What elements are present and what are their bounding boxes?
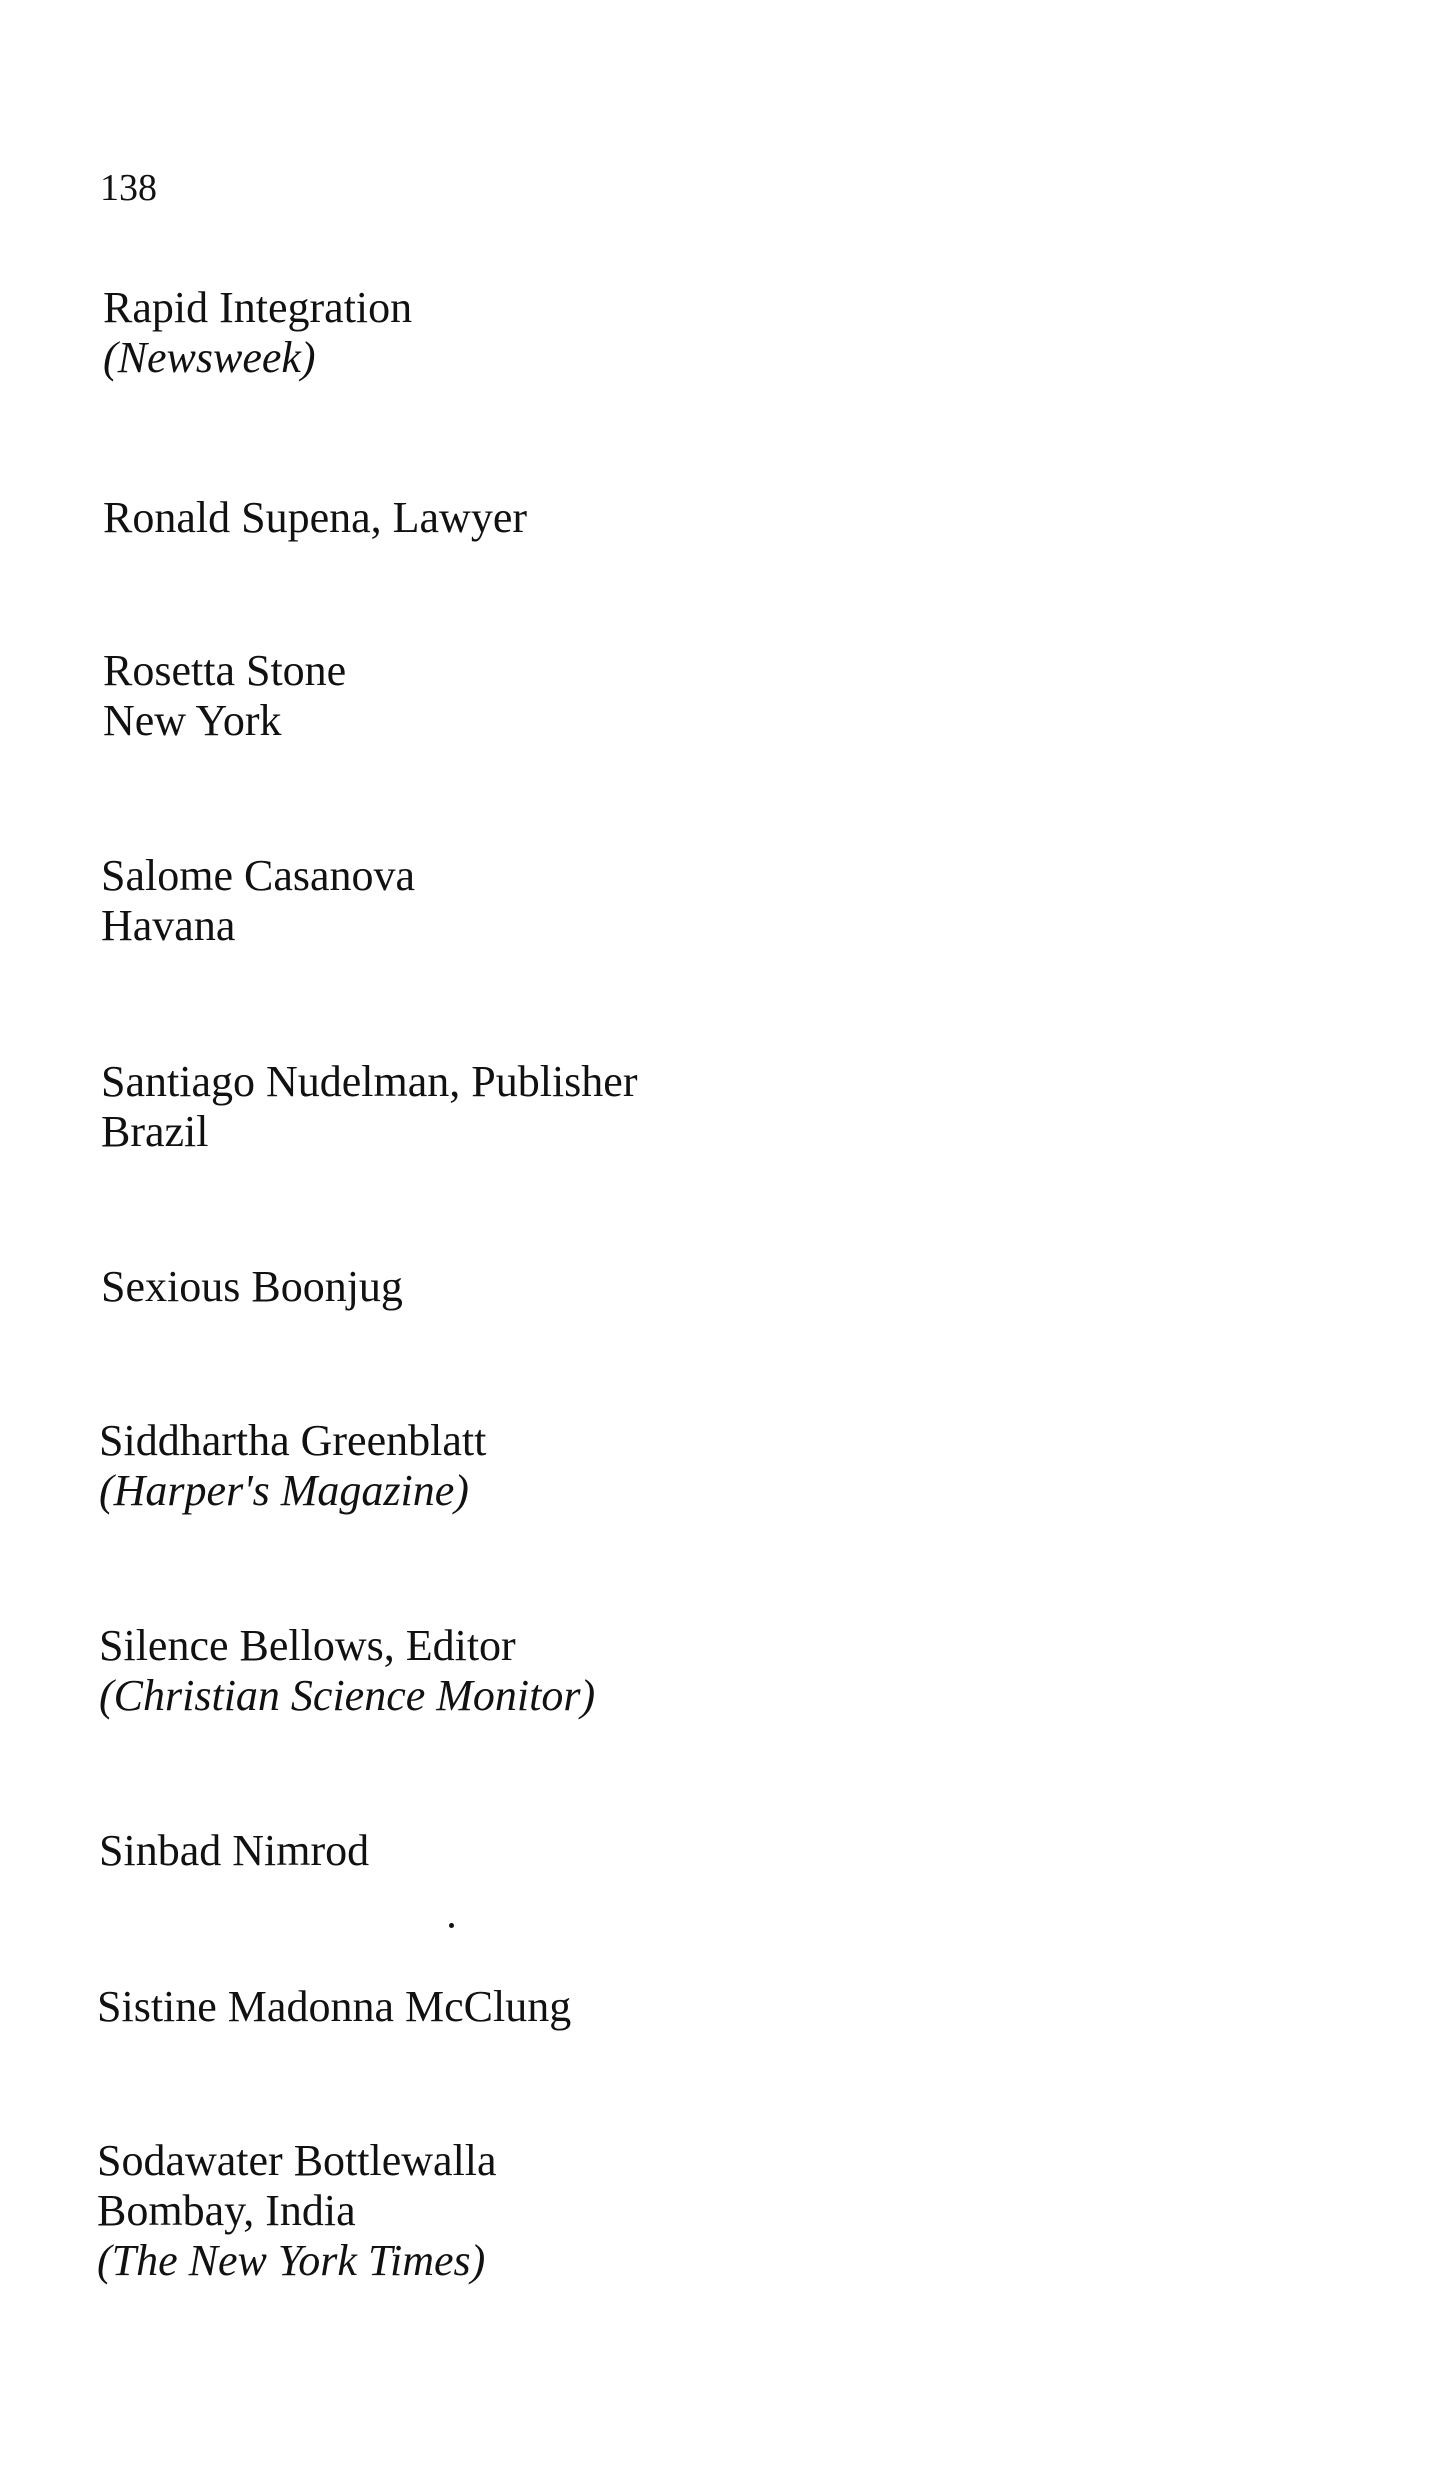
entry-rosetta-stone bbox=[103, 646, 346, 746]
entry-name: Sexious Boonjug bbox=[101, 1262, 403, 1311]
entry-name: Sodawater Bottlewalla bbox=[97, 2136, 497, 2185]
entry-name: Salome Casanova bbox=[101, 851, 416, 900]
entry-silence-bellows bbox=[99, 1621, 595, 1721]
entry-sinbad-nimrod bbox=[99, 1826, 369, 1876]
ink-speck bbox=[449, 1923, 454, 1928]
entry-name: Silence Bellows, Editor bbox=[99, 1621, 516, 1670]
entry-source: (Harper's Magazine) bbox=[99, 1466, 469, 1515]
entry-sexious-boonjug bbox=[101, 1262, 403, 1312]
entry-sodawater-bottlewalla bbox=[97, 2136, 497, 2286]
entry-source: (The New York Times) bbox=[97, 2236, 486, 2285]
entry-name: Sistine Madonna McClung bbox=[97, 1982, 572, 2031]
entry-salome-casanova bbox=[101, 851, 415, 951]
entry-name: Santiago Nudelman, Publisher bbox=[101, 1057, 638, 1106]
entry-rapid-integration bbox=[103, 283, 412, 383]
entry-source: (Newsweek) bbox=[103, 333, 316, 382]
entry-santiago-nudelman bbox=[101, 1057, 638, 1157]
entry-place: Brazil bbox=[101, 1107, 209, 1156]
entry-sistine-madonna-mcclung bbox=[97, 1982, 571, 2032]
entry-place: Bombay, India bbox=[97, 2186, 356, 2235]
entry-name: Sinbad Nimrod bbox=[99, 1826, 370, 1875]
page-number: 138 bbox=[100, 167, 157, 209]
entry-source: (Christian Science Monitor) bbox=[99, 1671, 596, 1720]
entry-name: Rosetta Stone bbox=[103, 646, 347, 695]
entry-ronald-supena bbox=[103, 493, 527, 543]
entry-place: New York bbox=[103, 696, 282, 745]
entry-name: Rapid Integration bbox=[103, 283, 413, 332]
entry-name: Siddhartha Greenblatt bbox=[99, 1416, 487, 1465]
entry-place: Havana bbox=[101, 901, 236, 950]
entry-name: Ronald Supena, Lawyer bbox=[103, 493, 527, 542]
entry-siddhartha-greenblatt bbox=[99, 1416, 486, 1516]
